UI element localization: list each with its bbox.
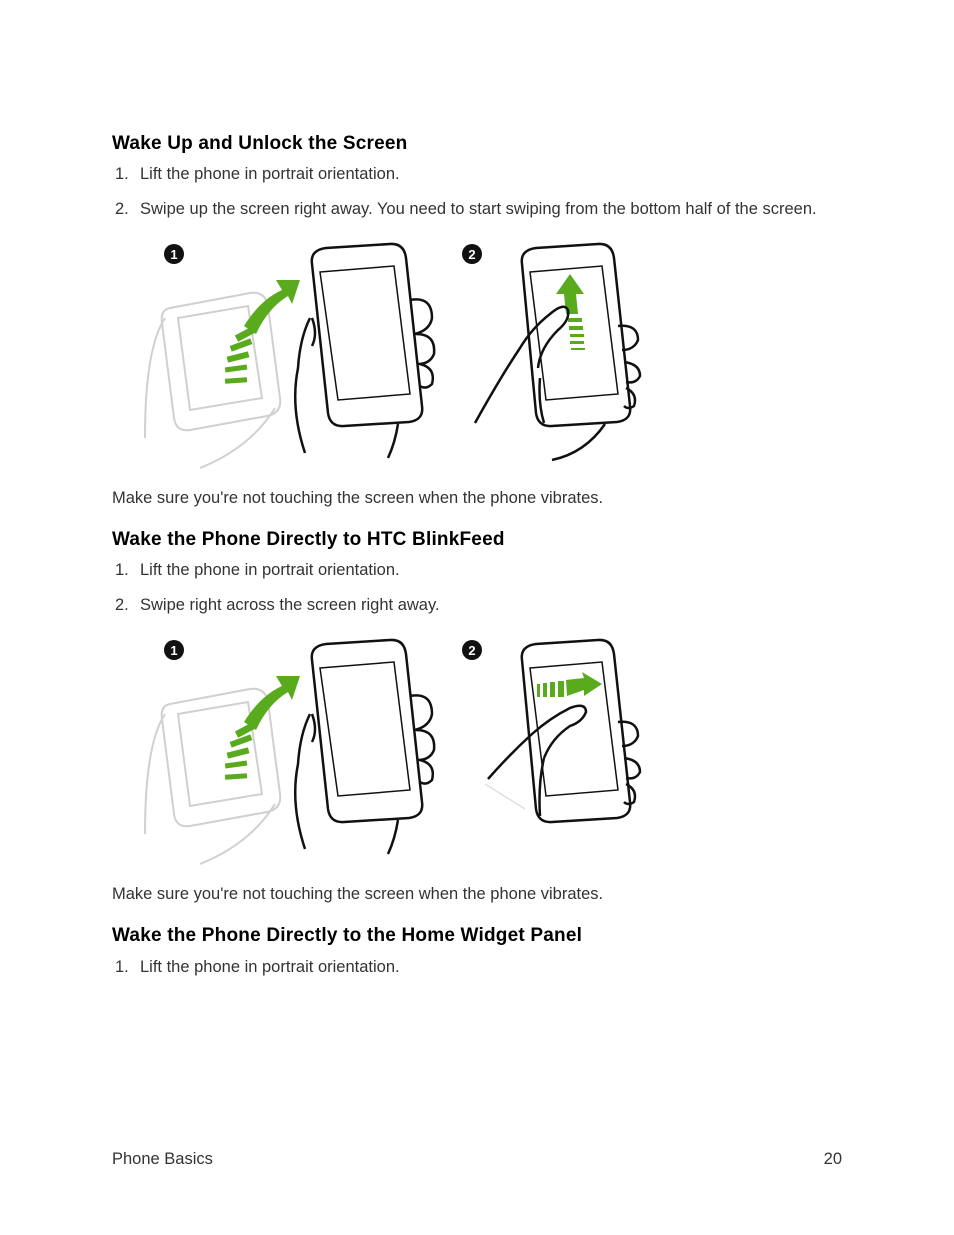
svg-text:1: 1	[170, 643, 178, 658]
vibration-note: Make sure you're not touching the screen when the phone vibrates.	[112, 885, 604, 903]
list-item	[112, 596, 852, 615]
step-text: Swipe right across the screen right away.	[140, 596, 440, 614]
footer-page-number: 20	[823, 1150, 842, 1168]
section-title-home-widget: Wake the Phone Directly to the Home Widget Panel	[112, 925, 583, 946]
step-badge-1	[164, 244, 184, 264]
upright-phone	[312, 640, 422, 822]
steps-list-home-widget	[112, 958, 852, 977]
step-text: Lift the phone in portrait orientation.	[140, 561, 400, 579]
steps-list-wake-unlock	[112, 165, 852, 219]
step-badge-2	[462, 640, 482, 660]
step-badge-2	[462, 244, 482, 264]
section-title-wake-unlock: Wake Up and Unlock the Screen	[112, 133, 408, 154]
step-text: Lift the phone in portrait orientation.	[140, 165, 400, 183]
step-number: 2.	[115, 200, 129, 218]
swipe-right-illustration	[140, 634, 660, 869]
step-text: Lift the phone in portrait orientation.	[140, 958, 400, 976]
hand-shadow-line	[485, 784, 525, 809]
svg-text:1: 1	[170, 247, 178, 262]
list-item	[112, 958, 852, 977]
list-item	[112, 165, 852, 184]
step-text: Swipe up the screen right away. You need to start swiping from the bottom half of the screen.	[140, 200, 817, 218]
swipe-up-illustration	[140, 238, 660, 473]
section-title-blinkfeed: Wake the Phone Directly to HTC BlinkFeed	[112, 529, 505, 550]
step-badge-1	[164, 640, 184, 660]
list-item	[112, 200, 852, 219]
svg-text:2: 2	[468, 247, 476, 262]
step-number: 1.	[115, 561, 129, 579]
step-number: 1.	[115, 165, 129, 183]
footer-section-name: Phone Basics	[112, 1150, 213, 1168]
svg-text:2: 2	[468, 643, 476, 658]
vibration-note: Make sure you're not touching the screen when the phone vibrates.	[112, 489, 604, 507]
upright-phone	[312, 244, 422, 426]
steps-list-blinkfeed	[112, 561, 852, 615]
phone-with-swipe-right	[522, 640, 630, 822]
step-number: 2.	[115, 596, 129, 614]
list-item	[112, 561, 852, 580]
step-number: 1.	[115, 958, 129, 976]
